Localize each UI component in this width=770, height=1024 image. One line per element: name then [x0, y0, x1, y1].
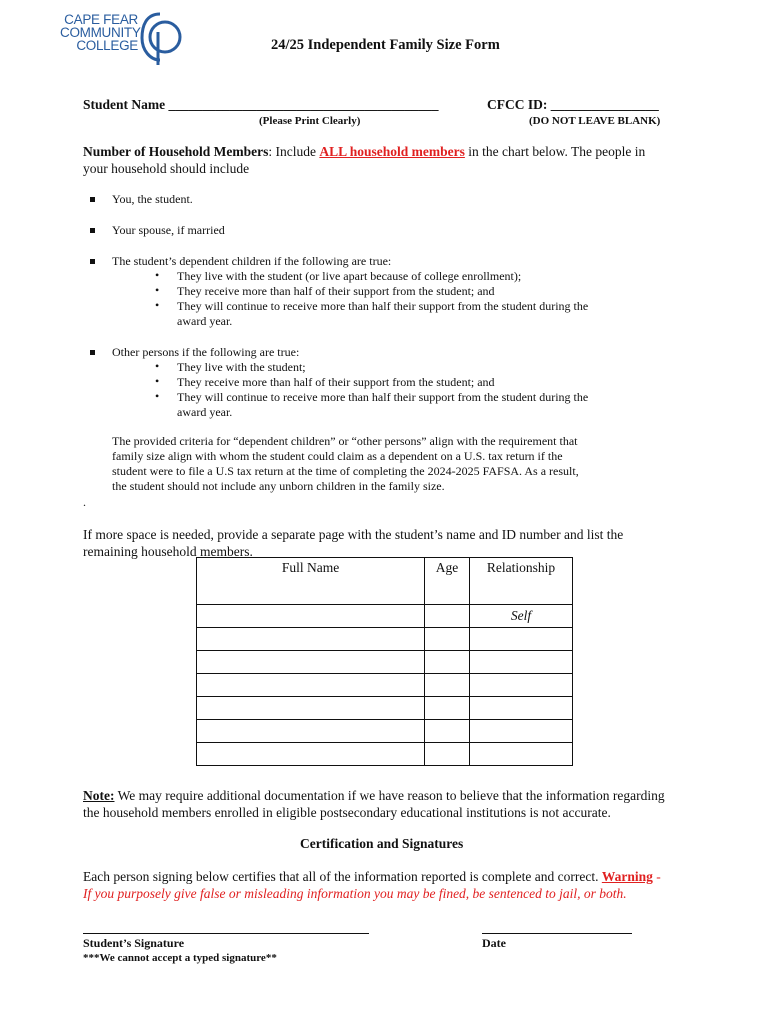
- student-name-label-text: Student Name: [83, 97, 166, 112]
- other-criterion: They will continue to receive more than half their support from the student during the: [177, 390, 589, 404]
- age-cell[interactable]: [425, 674, 470, 697]
- table-row: [197, 720, 573, 743]
- household-highlight: ALL household members: [319, 144, 465, 159]
- bullet-square: [90, 197, 95, 202]
- table-row: [197, 697, 573, 720]
- typed-signature-note: ***We cannot accept a typed signature**: [83, 952, 277, 964]
- sub-bullet: •: [155, 298, 160, 312]
- bullet-square: [90, 259, 95, 264]
- household-intro: [83, 143, 703, 177]
- household-line2: your household should include: [83, 161, 250, 176]
- criteria-line: family size align with whom the student could claim as a dependent on a U.S. tax return if the: [112, 449, 563, 463]
- relationship-cell[interactable]: Self: [470, 605, 573, 628]
- table-row: [197, 674, 573, 697]
- college-logo-text: [60, 12, 141, 53]
- sub-bullet: •: [155, 389, 160, 403]
- criteria-line: student were to file a U.S tax return at the time of completing the 2024-2025 FAFSA. As a result,: [112, 464, 579, 478]
- college-logo-icon: [138, 10, 186, 68]
- criteria-paragraph: [112, 434, 632, 494]
- sub-bullet: •: [155, 268, 160, 282]
- logo-line-3: COLLEGE: [76, 38, 138, 53]
- relationship-cell[interactable]: [470, 628, 573, 651]
- bullet-children: The student’s dependent children if the following are true:: [112, 254, 392, 268]
- household-table: [196, 557, 573, 766]
- bullet-student: You, the student.: [112, 192, 193, 206]
- age-cell[interactable]: [425, 720, 470, 743]
- note-paragraph: [83, 787, 723, 821]
- children-criterion: They will continue to receive more than half their support from the student during the: [177, 299, 589, 313]
- table-row: [197, 651, 573, 674]
- stray-period: .: [83, 495, 86, 509]
- note-line2: the household members enrolled in eligible postsecondary educational institutions is not accurate.: [83, 805, 611, 820]
- table-row: [197, 743, 573, 766]
- criteria-line: The provided criteria for “dependent children” or “other persons” align with the requirement that: [112, 434, 578, 448]
- relationship-cell[interactable]: [470, 720, 573, 743]
- age-cell[interactable]: [425, 697, 470, 720]
- certification-text: Each person signing below certifies that all of the information reported is complete and correct.: [83, 869, 602, 884]
- children-criterion: award year.: [177, 314, 233, 328]
- warning-dash: -: [652, 869, 661, 884]
- space-note-line: If more space is needed, provide a separate page with the student’s name and ID number and list the: [83, 527, 624, 542]
- student-name-hint: (Please Print Clearly): [259, 115, 361, 127]
- sub-bullet: •: [155, 374, 160, 388]
- age-cell[interactable]: [425, 605, 470, 628]
- name-cell[interactable]: [197, 628, 425, 651]
- name-cell[interactable]: [197, 674, 425, 697]
- cfcc-id-label: [487, 97, 659, 113]
- form-title: 24/25 Independent Family Size Form: [271, 37, 500, 53]
- household-text-before: : Include: [268, 144, 320, 159]
- name-cell[interactable]: [197, 651, 425, 674]
- criteria-line: the student should not include any unborn children in the family size.: [112, 479, 445, 493]
- household-text-after: in the chart below. The people in: [464, 144, 646, 159]
- date-label: Date: [482, 936, 506, 950]
- relationship-cell[interactable]: [470, 697, 573, 720]
- relationship-cell[interactable]: [470, 674, 573, 697]
- header-relationship: Relationship: [470, 558, 573, 605]
- other-criterion: award year.: [177, 405, 233, 419]
- name-cell[interactable]: [197, 743, 425, 766]
- other-criterion: They live with the student;: [177, 360, 306, 374]
- student-name-field[interactable]: ________________________________________: [168, 97, 439, 112]
- certification-heading: Certification and Signatures: [300, 836, 464, 851]
- warning-text: If you purposely give false or misleading information you may be fined, be sentenced to jail, or both.: [83, 886, 627, 901]
- relationship-cell[interactable]: [470, 743, 573, 766]
- cfcc-id-field[interactable]: ________________: [550, 97, 659, 112]
- age-cell[interactable]: [425, 743, 470, 766]
- certification-paragraph: [83, 868, 723, 902]
- logo-line-1: CAPE FEAR: [64, 12, 138, 27]
- sub-bullet: •: [155, 359, 160, 373]
- name-cell[interactable]: [197, 720, 425, 743]
- table-row: [197, 628, 573, 651]
- bullet-spouse: Your spouse, if married: [112, 223, 225, 237]
- cfcc-id-label-text: CFCC ID:: [487, 97, 548, 112]
- children-criterion: They receive more than half of their support from the student; and: [177, 284, 495, 298]
- space-note: [83, 526, 703, 560]
- header-full-name: Full Name: [197, 558, 425, 605]
- cfcc-id-hint: (DO NOT LEAVE BLANK): [529, 115, 661, 127]
- age-cell[interactable]: [425, 628, 470, 651]
- warning-label: Warning: [601, 869, 653, 884]
- note-line1: We may require additional documentation if we have reason to believe that the information regarding: [114, 788, 665, 803]
- age-cell[interactable]: [425, 651, 470, 674]
- table-row: [197, 605, 573, 628]
- relationship-cell[interactable]: [470, 651, 573, 674]
- sub-bullet: •: [155, 283, 160, 297]
- logo-line-2: COMMUNITY: [60, 25, 141, 40]
- signature-line[interactable]: [83, 933, 369, 934]
- name-cell[interactable]: [197, 697, 425, 720]
- name-cell[interactable]: [197, 605, 425, 628]
- date-line[interactable]: [482, 933, 632, 934]
- bullet-square: [90, 228, 95, 233]
- note-label: Note:: [83, 788, 115, 803]
- bullet-square: [90, 350, 95, 355]
- signature-label: Student’s Signature: [83, 936, 185, 950]
- children-criterion: They live with the student (or live apart because of college enrollment);: [177, 269, 522, 283]
- student-name-label: [83, 97, 439, 113]
- table-header-row: [197, 558, 573, 605]
- header-age: Age: [425, 558, 470, 605]
- household-heading: Number of Household Members: [83, 144, 269, 159]
- bullet-other: Other persons if the following are true:: [112, 345, 300, 359]
- other-criterion: They receive more than half of their support from the student; and: [177, 375, 495, 389]
- space-note-line: remaining household members.: [83, 544, 253, 559]
